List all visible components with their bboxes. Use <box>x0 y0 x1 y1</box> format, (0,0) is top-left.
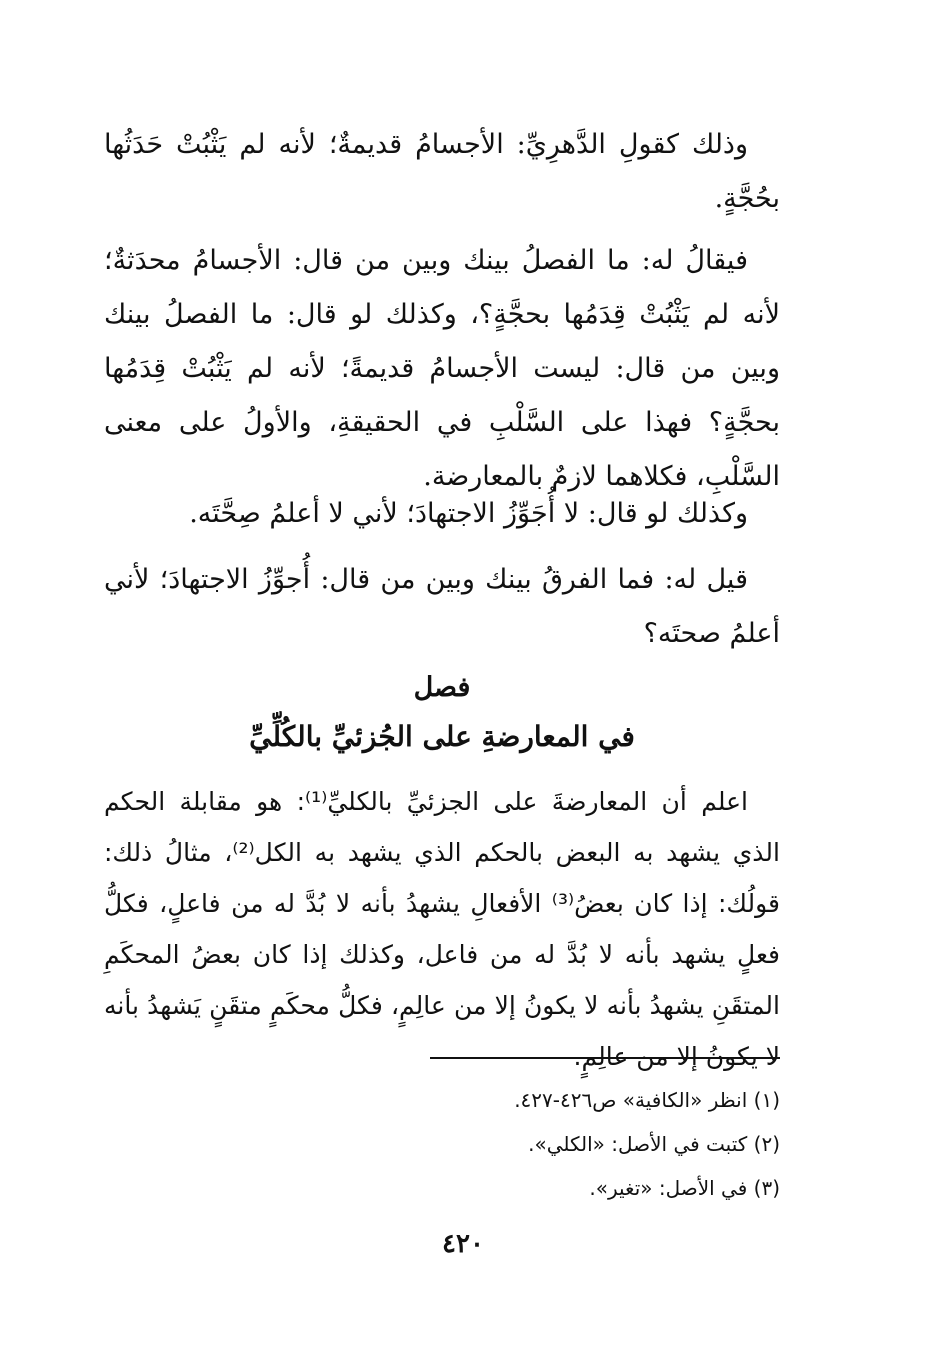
footnotes <box>104 1078 780 1210</box>
body-text-block-3 <box>104 487 780 541</box>
paragraph: قيل له: فما الفرقُ بينك وبين من قال: أُجوِّزُ الاجتهادَ؛ لأني أعلمُ صحتَه؟ <box>104 564 780 649</box>
paragraph: وكذلك لو قال: لا أُجَوِّزُ الاجتهادَ؛ لأني لا أعلمُ صِحَّتَه. <box>189 498 748 529</box>
footnote-1: (١) انظر «الكافية» ص٤٢٦-٤٢٧. <box>514 1088 780 1112</box>
footnote-2: (٢) كتبت في الأصل: «الكلي». <box>528 1132 780 1156</box>
section-paragraph: اعلم أن المعارضةَ على الجزئيِّ بالكليِّ⁽¹⁾: هو مقابلة الحكم الذي يشهد به البعض بالحكم الذي يشهد به الكل⁽²⁾، مثالُ ذلك: قولُك: إذا كان بعضُ⁽³⁾ الأفعالِ يشهدُ بأنه لا بُدَّ له من فاعلٍ، فكلُّ فعلٍ يشهد بأنه لا بُدَّ له من فاعل، وكذلك إذا كان بعضُ المحكَمِ المتقَنِ يشهدُ بأنه لا يكونُ إلا من عالِمٍ، فكلُّ محكَمٍ متقَنٍ يَشهدُ بأنه لا يكونُ إلا من عالِمٍ. <box>104 787 780 1071</box>
section-title: فصل <box>413 672 471 703</box>
page-number: ٤٢٠ <box>442 1229 484 1259</box>
paragraph: فيقالُ له: ما الفصلُ بينك وبين من قال: الأجسامُ محدَثةٌ؛ لأنه لم يَثْبُتْ قِدَمُها بحجَّةٍ؟، وكذلك لو قال: ما الفصلُ بينك وبين من قال: ليست الأجسامُ قديمةً؛ لأنه لم يَثْبُتْ قِدَمُها بحجَّةٍ؟ فهذا على السَّلْبِ في الحقيقةِ، والأولُ على معنى السَّلْبِ، فكلاهما لازمٌ بالمعارضة. <box>104 245 780 492</box>
paragraph: وذلك كقولِ الدَّهرِيِّ: الأجسامُ قديمةٌ؛ لأنه لم يَثْبُتْ حَدَثُها بحُجَّةٍ. <box>104 129 780 214</box>
body-text-block-1 <box>104 118 780 226</box>
footnote-divider <box>430 1057 780 1059</box>
section-subtitle: في المعارضةِ على الجُزئيِّ بالكُلِّيِّ <box>249 720 635 753</box>
body-text-block-4 <box>104 553 780 661</box>
body-text-block-2 <box>104 234 780 504</box>
section-text-block <box>104 776 780 1082</box>
footnote-3: (٣) في الأصل: «تغير». <box>589 1176 780 1200</box>
